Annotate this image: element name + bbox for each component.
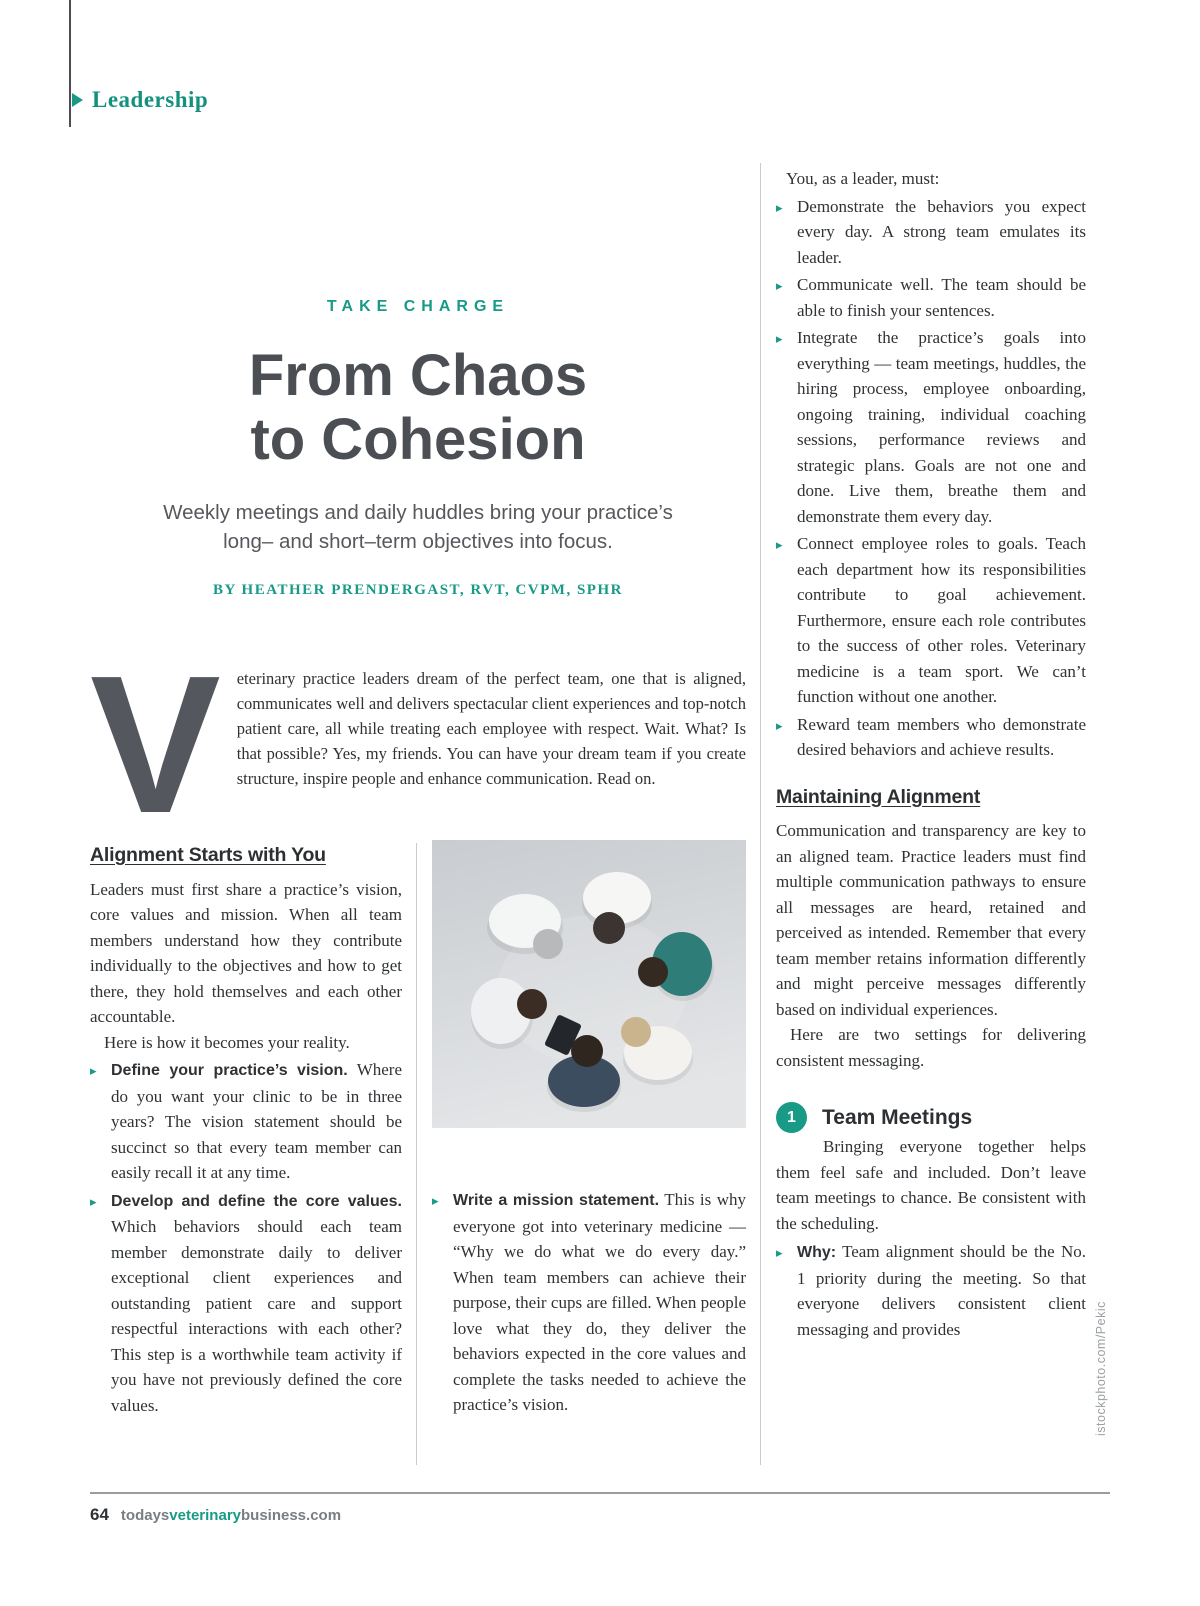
- site-url-highlight: veterinary: [169, 1507, 241, 1524]
- site-url: [121, 1507, 341, 1524]
- byline: BY HEATHER PRENDERGAST, RVT, CVPM, SPHR: [213, 582, 623, 598]
- page-footer: [90, 1505, 341, 1525]
- bullet-arrow-icon: ▸: [776, 1246, 783, 1261]
- alignment-body2: Here is how it becomes your reality.: [104, 1032, 350, 1052]
- section-label-text: Leadership: [92, 87, 209, 112]
- team-photo: [432, 840, 746, 1128]
- bullet-define-vision: [90, 1057, 402, 1186]
- footer-rule: [90, 1492, 1110, 1494]
- bullet-arrow-icon: ▸: [432, 1194, 439, 1209]
- bullet-lead: Define your practice’s vision.: [111, 1062, 348, 1079]
- kicker: TAKE CHARGE: [326, 298, 510, 315]
- intro-paragraph: [90, 635, 746, 854]
- column-middle: [432, 840, 746, 1418]
- bullet-text: Communicate well. The team should be able to finish your sentences.: [797, 275, 1086, 320]
- bullet-demonstrate: [776, 194, 1086, 271]
- corner-rule: [69, 0, 71, 127]
- maintaining-body: Communication and transparency are key to an aligned team. Practice leaders must find multiple communication pathways to ensure all messages are heard, retained and perceived as intended. Remember that every team member retains information differently and might perceive messages differently based on individual experiences.: [776, 821, 1086, 1019]
- bullet-reward: [776, 712, 1086, 763]
- arrow-right-icon: [72, 93, 83, 107]
- photo-credit: istockphoto.com/Pekic: [1094, 1301, 1108, 1436]
- bullet-text: This is why everyone got into veterinary medicine — “Why we do what we do every day.” When team members can achieve their purpose, their cups are filled. When people love what they do, they deliver the behaviors expected in the core values and complete the tasks needed to achieve the practice’s vision.: [453, 1190, 746, 1414]
- column-divider-left: [416, 843, 417, 1465]
- bullet-text: Where do you want your clinic to be in three years? The vision statement should be succinct so that every team member can easily recall it at any time.: [111, 1060, 402, 1182]
- headline-block: [90, 298, 746, 599]
- bullet-lead: Develop and define the core values.: [111, 1192, 402, 1210]
- intro-text: eterinary practice leaders dream of the perfect team, one that is aligned, communicates well and delivers spectacular client experiences and top-notch patient care, all while treating each employee with respect. Wait. What? Is that possible? Yes, my friends. You can have your dream team if you create structure, inspire people and enhance communication. Read on.: [236, 669, 746, 788]
- dropcap: V: [90, 635, 221, 854]
- bullet-why: [776, 1239, 1086, 1342]
- column-left: [90, 843, 402, 1418]
- leader-list-intro: You, as a leader, must:: [786, 169, 940, 188]
- alignment-heading: Alignment Starts with You: [90, 844, 326, 866]
- article-subtitle: Weekly meetings and daily huddles bring your practice’s long– and short–term objectives into focus.: [163, 501, 673, 553]
- alignment-body: Leaders must first share a practice’s vision, core values and mission. When all team members understand how they contribute individually to the objectives and how to get there, they hold themselves and each other accountable.: [90, 879, 402, 1026]
- bullet-communicate: [776, 272, 1086, 323]
- bullet-arrow-icon: ▸: [776, 332, 783, 347]
- bullet-connect: [776, 531, 1086, 710]
- article-title: [90, 344, 746, 472]
- team-photo-illustration: [432, 840, 746, 1128]
- bullet-text: Integrate the practice’s goals into everything — team meetings, huddles, the hiring process, employee onboarding, ongoing training, individual coaching sessions, performance reviews and strategic plans. Goals are not one and done. Live them, breathe them and demonstrate them every day.: [797, 328, 1086, 526]
- bullet-lead: Write a mission statement.: [453, 1192, 660, 1209]
- bullet-integrate: [776, 325, 1086, 529]
- team-meetings-body: Bringing everyone together helps them feel safe and included. Don’t leave team meetings to chance. Be consistent with the scheduling.: [776, 1137, 1086, 1233]
- bullet-arrow-icon: ▸: [776, 279, 783, 294]
- bullet-arrow-icon: ▸: [90, 1194, 97, 1210]
- bullet-text: Demonstrate the behaviors you expect every day. A strong team emulates its leader.: [797, 196, 1086, 267]
- bullet-arrow-icon: ▸: [90, 1064, 97, 1079]
- number-badge: 1: [776, 1102, 807, 1133]
- bullet-lead: Why:: [797, 1244, 837, 1261]
- column-divider-right: [760, 163, 761, 1465]
- maintaining-body2: Here are two settings for delivering consistent messaging.: [776, 1025, 1086, 1070]
- page-number: 64: [90, 1505, 109, 1524]
- article-title-line1: From Chaos: [248, 343, 588, 408]
- bullet-text: Which behaviors should each team member demonstrate daily to deliver exceptional client experiences and outstanding patient care and support respectful interactions with each other? This step is a worthwhile team activity if you have not previously defined the core values.: [111, 1217, 402, 1415]
- article-title-line2: to Cohesion: [250, 407, 586, 472]
- bullet-text: Team alignment should be the No. 1 priority during the meeting. So that everyone delivers consistent client messaging and provides: [797, 1242, 1086, 1339]
- site-url-prefix: todays: [120, 1507, 170, 1524]
- bullet-core-values: [90, 1188, 402, 1419]
- bullet-text: Connect employee roles to goals. Teach each department how its responsibilities contribute to goal achievement. Furthermore, ensure each role contributes to the success of other roles. Veterinary medicine is a team sport. We can’t function without one another.: [797, 534, 1086, 706]
- site-url-suffix: business.com: [241, 1507, 342, 1524]
- bullet-arrow-icon: ▸: [776, 538, 783, 553]
- maintaining-heading: Maintaining Alignment: [776, 785, 981, 808]
- bullet-arrow-icon: ▸: [776, 718, 783, 734]
- bullet-text: Reward team members who demonstrate desired behaviors and achieve results.: [797, 714, 1086, 759]
- column-right: [776, 166, 1086, 1342]
- team-meetings-block: [776, 1099, 1086, 1236]
- bullet-arrow-icon: ▸: [776, 200, 783, 216]
- bullet-mission-statement: [432, 1187, 746, 1418]
- team-meetings-heading: Team Meetings: [822, 1106, 973, 1129]
- section-label: [72, 87, 208, 113]
- photo-gap: [432, 1128, 746, 1185]
